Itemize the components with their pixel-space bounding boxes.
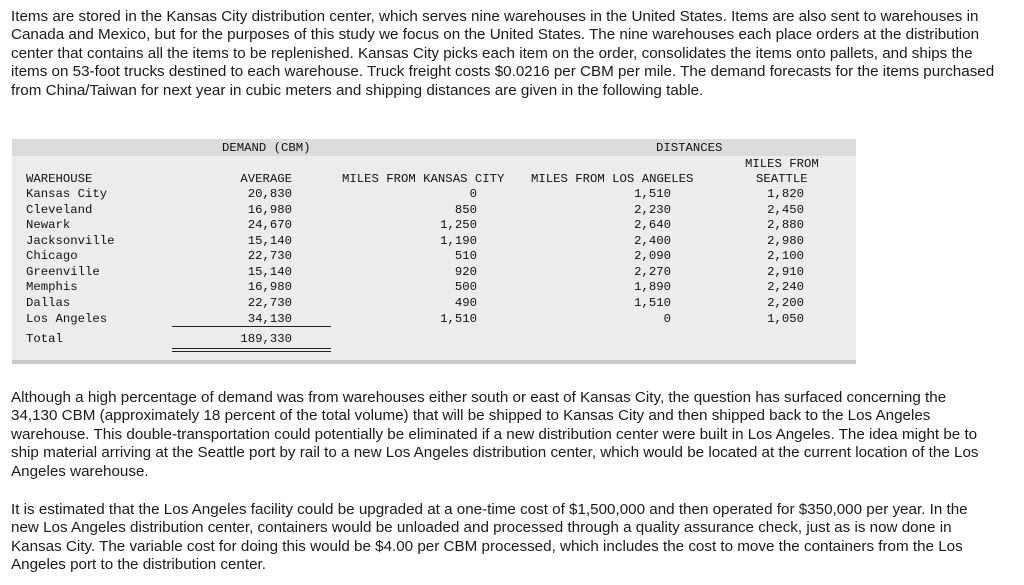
miles-from-seattle: 2,200	[767, 296, 804, 310]
warehouse-name: Greenville	[26, 265, 100, 279]
miles-from-la: 1,510	[634, 296, 671, 310]
col-header-seattle-line2: SEATTLE	[756, 172, 808, 186]
miles-from-la: 0	[663, 312, 671, 326]
miles-from-seattle: 2,450	[767, 203, 804, 217]
col-header-seattle-line1: MILES FROM	[745, 157, 819, 171]
miles-from-kc: 1,250	[440, 218, 477, 232]
table-bottom-border	[12, 360, 856, 364]
miles-from-kc: 920	[454, 265, 477, 279]
miles-from-seattle: 1,820	[767, 187, 804, 201]
group-header-demand: DEMAND (CBM)	[222, 141, 311, 155]
warehouse-name: Jacksonville	[26, 234, 115, 248]
average-demand: 16,980	[247, 280, 292, 294]
total-label: Total	[26, 332, 63, 346]
warehouse-name: Los Angeles	[26, 312, 108, 326]
average-demand: 16,980	[247, 203, 292, 217]
analysis-paragraph: Although a high percentage of demand was from warehouses either south or east of Kansas City, the question has surfaced concerning the 34,130 CBM (approximately 18 percent of the total volume) that will be shipped to Kansas City and then shipped back to the Los Angeles warehouse. This double-transportation could potentially be eliminated if a new distribution center were built in Los Angeles. The idea might be to ship material arriving at the Seattle port by rail to a new Los Angeles distribution center, which would be located at the current location of the Los Angeles warehouse.	[11, 389, 979, 480]
average-demand: 15,140	[247, 234, 292, 248]
miles-from-la: 2,270	[634, 265, 671, 279]
average-demand: 34,130	[247, 312, 292, 326]
miles-from-la: 2,640	[634, 218, 671, 232]
miles-from-seattle: 1,050	[767, 312, 804, 326]
miles-from-kc: 1,510	[440, 312, 477, 326]
col-header-miles-kc: MILES FROM KANSAS CITY	[342, 172, 505, 186]
miles-from-la: 2,230	[634, 203, 671, 217]
total-double-rule-bottom	[172, 351, 331, 352]
demand-distance-table	[12, 139, 856, 363]
miles-from-kc: 0	[469, 187, 477, 201]
subtotal-rule	[172, 326, 331, 327]
miles-from-kc: 850	[454, 203, 477, 217]
miles-from-kc: 490	[454, 296, 477, 310]
total-average: 189,330	[240, 332, 292, 346]
warehouse-name: Chicago	[26, 249, 78, 263]
table-header-band	[12, 139, 856, 156]
miles-from-seattle: 2,240	[767, 280, 804, 294]
col-header-warehouse: WAREHOUSE	[26, 172, 93, 186]
group-header-distances: DISTANCES	[656, 141, 723, 155]
col-header-miles-la: MILES FROM LOS ANGELES	[531, 172, 694, 186]
average-demand: 22,730	[247, 296, 292, 310]
miles-from-seattle: 2,100	[767, 249, 804, 263]
warehouse-name: Cleveland	[26, 203, 93, 217]
warehouse-name: Newark	[26, 218, 71, 232]
miles-from-la: 1,890	[634, 280, 671, 294]
warehouse-name: Dallas	[26, 296, 71, 310]
cost-paragraph: It is estimated that the Los Angeles facility could be upgraded at a one-time cost of $1,500,000 and then operated for $350,000 per year. In the new Los Angeles distribution center, containers would be unloaded and processed through a quality assurance check, just as is now done in Kansas City. The variable cost for doing this would be $4.00 per CBM processed, which includes the cost to move the containers from the Los Angeles port to the distribution center.	[11, 501, 968, 574]
miles-from-kc: 510	[454, 249, 477, 263]
miles-from-la: 2,090	[634, 249, 671, 263]
miles-from-la: 2,400	[634, 234, 671, 248]
miles-from-kc: 500	[454, 280, 477, 294]
miles-from-seattle: 2,980	[767, 234, 804, 248]
average-demand: 22,730	[247, 249, 292, 263]
miles-from-kc: 1,190	[440, 234, 477, 248]
col-header-average: AVERAGE	[240, 172, 292, 186]
warehouse-name: Kansas City	[26, 187, 108, 201]
intro-paragraph: Items are stored in the Kansas City distribution center, which serves nine warehouses in the United States. Items are also sent to warehouses in Canada and Mexico, but for the purposes of this study we focus on the United States. The nine warehouses each place orders at the distribution center that contains all the items to be replenished. Kansas City picks each item on the order, consolidates the items onto pallets, and ships the items on 53-foot trucks destined to each warehouse. Truck freight costs $0.0216 per CBM per mile. The demand forecasts for the items purchased from China/Taiwan for next year in cubic meters and shipping distances are given in the following table.	[11, 8, 995, 99]
total-double-rule-top	[172, 348, 331, 349]
warehouse-name: Memphis	[26, 280, 78, 294]
miles-from-seattle: 2,880	[767, 218, 804, 232]
average-demand: 15,140	[247, 265, 292, 279]
miles-from-seattle: 2,910	[767, 265, 804, 279]
average-demand: 24,670	[247, 218, 292, 232]
miles-from-la: 1,510	[634, 187, 671, 201]
average-demand: 20,830	[247, 187, 292, 201]
